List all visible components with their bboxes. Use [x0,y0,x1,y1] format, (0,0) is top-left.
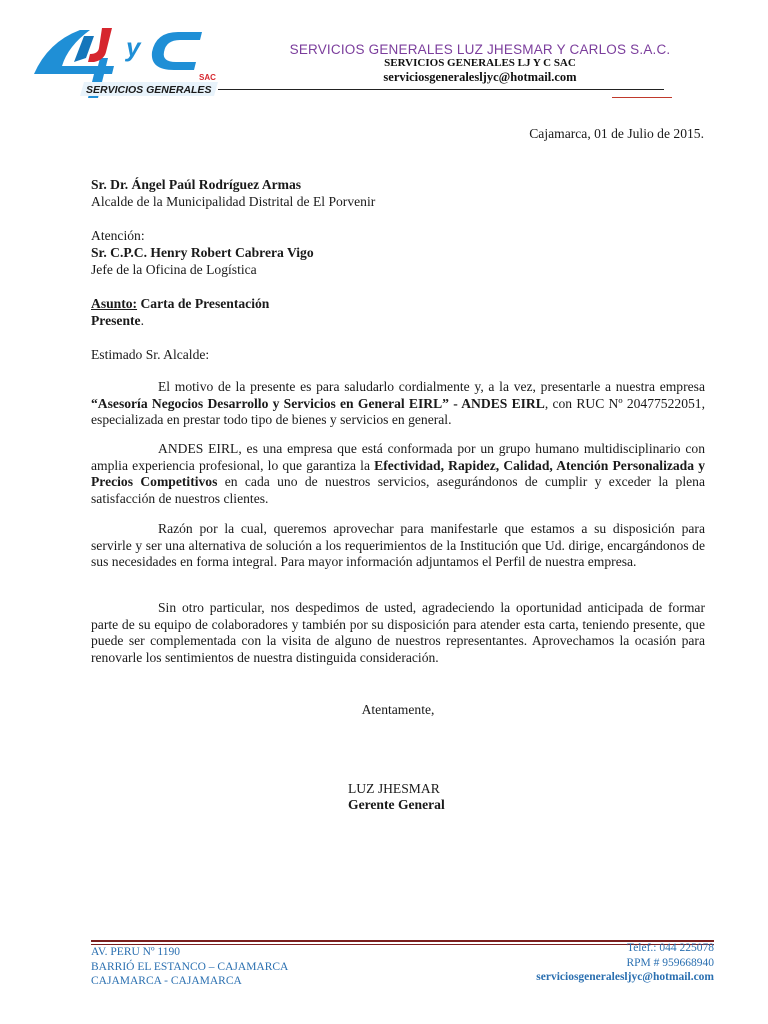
paragraph-1-company: “Asesoría Negocios Desarrollo y Servicios en General EIRL” - ANDES EIRL [91,395,545,411]
paragraph-1-text-c: , con RUC Nº 20477522051, especializada en prestar todo tipo de bienes y servicios en general. [91,395,705,427]
salutation: Estimado Sr. Alcalde: [91,347,210,362]
signer-name: LUZ JHESMAR [348,781,440,796]
paragraph-2-text-c: en cada uno de nuestros servicios, asegurándonos de cumplir y exceder la plena satisfacción de nuestros clientes. [91,474,705,506]
subject-text: Carta de Presentación [137,296,270,311]
subject-line [91,296,711,313]
attention-label: Atención: [91,228,145,243]
footer-email: serviciosgeneralesljyc@hotmail.com [536,971,714,983]
footer-rpm: RPM # 959668940 [626,956,714,969]
footer-address-line-3: CAJAMARCA - CAJAMARCA [91,975,242,987]
footer-address-line-2: BARRIÓ EL ESTANCO – CAJAMARCA [91,960,289,973]
recipient-name: Sr. Dr. Ángel Paúl Rodríguez Armas [91,177,302,192]
footer-address-line-1: AV. PERU Nº 1190 [91,946,180,958]
header-accent-rule [612,97,672,98]
company-logo [28,22,223,100]
paragraph-2-qualities: Efectividad, Rapidez, Calidad, Atención Personalizada y Precios Competitivos [91,457,705,489]
company-name: SERVICIOS GENERALES LUZ JHESMAR Y CARLOS S.A.C. [289,42,671,57]
svg-text:SAC: SAC [199,73,216,82]
header-email: serviciosgeneralesljyc@hotmail.com [383,70,577,84]
letter-date: Cajamarca, 01 de Julio de 2015. [529,126,704,141]
presente-dot: . [140,313,144,328]
header-rule [218,89,664,90]
paragraph-2 [91,441,705,507]
svg-text:SERVICIOS GENERALES: SERVICIOS GENERALES [86,84,212,96]
paragraph-3: Razón por la cual, queremos aprovechar para manifestarle que estamos a su disposición para servirle y ser una alternativa de solución a los requerimientos de la Institución que Ud. dirige, encargándonos de sus necesidades en forma integral. Para mayor información adjuntamos el Perfil de nuestra empresa. [91,521,705,569]
footer-contact [536,941,714,985]
closing: Atentamente, [361,702,435,717]
company-short-name: SERVICIOS GENERALES LJ Y C SAC [384,57,576,69]
footer-phone: Telef.: 044 225078 [626,942,714,954]
subject-label: Asunto: [91,296,138,311]
paragraph-4: Sin otro particular, nos despedimos de usted, agradeciendo la oportunidad anticipada de formar parte de su equipo de colaboradores y también por su disposición para atender esta carta, teniendo presente, que puede ser complementada con la visita de alguno de nuestros representantes. Aprovechamos la ocasión para renovarle los sentimientos de nuestra distinguida consideración. [91,600,705,665]
paragraph-1-text-a: El motivo de la presente es para saludarlo cordialmente y, a la vez, presentarle a nuestra empresa [158,379,705,394]
paragraph-1 [91,379,705,429]
recipient-title: Alcalde de la Municipalidad Distrital de El Porvenir [91,194,376,209]
svg-text:y: y [126,32,141,62]
attention-title: Jefe de la Oficina de Logística [91,262,257,277]
attention-name: Sr. C.P.C. Henry Robert Cabrera Vigo [91,245,314,260]
paragraph-2-text-a: ANDES EIRL, es una empresa que está conformada por un grupo humano multidisciplinario con amplia experiencia profesional, lo que garantiza la [91,441,705,473]
footer-address [91,945,288,989]
presente-line [91,313,711,330]
presente-text: Presente [91,313,141,328]
signer-title: Gerente General [348,797,445,812]
